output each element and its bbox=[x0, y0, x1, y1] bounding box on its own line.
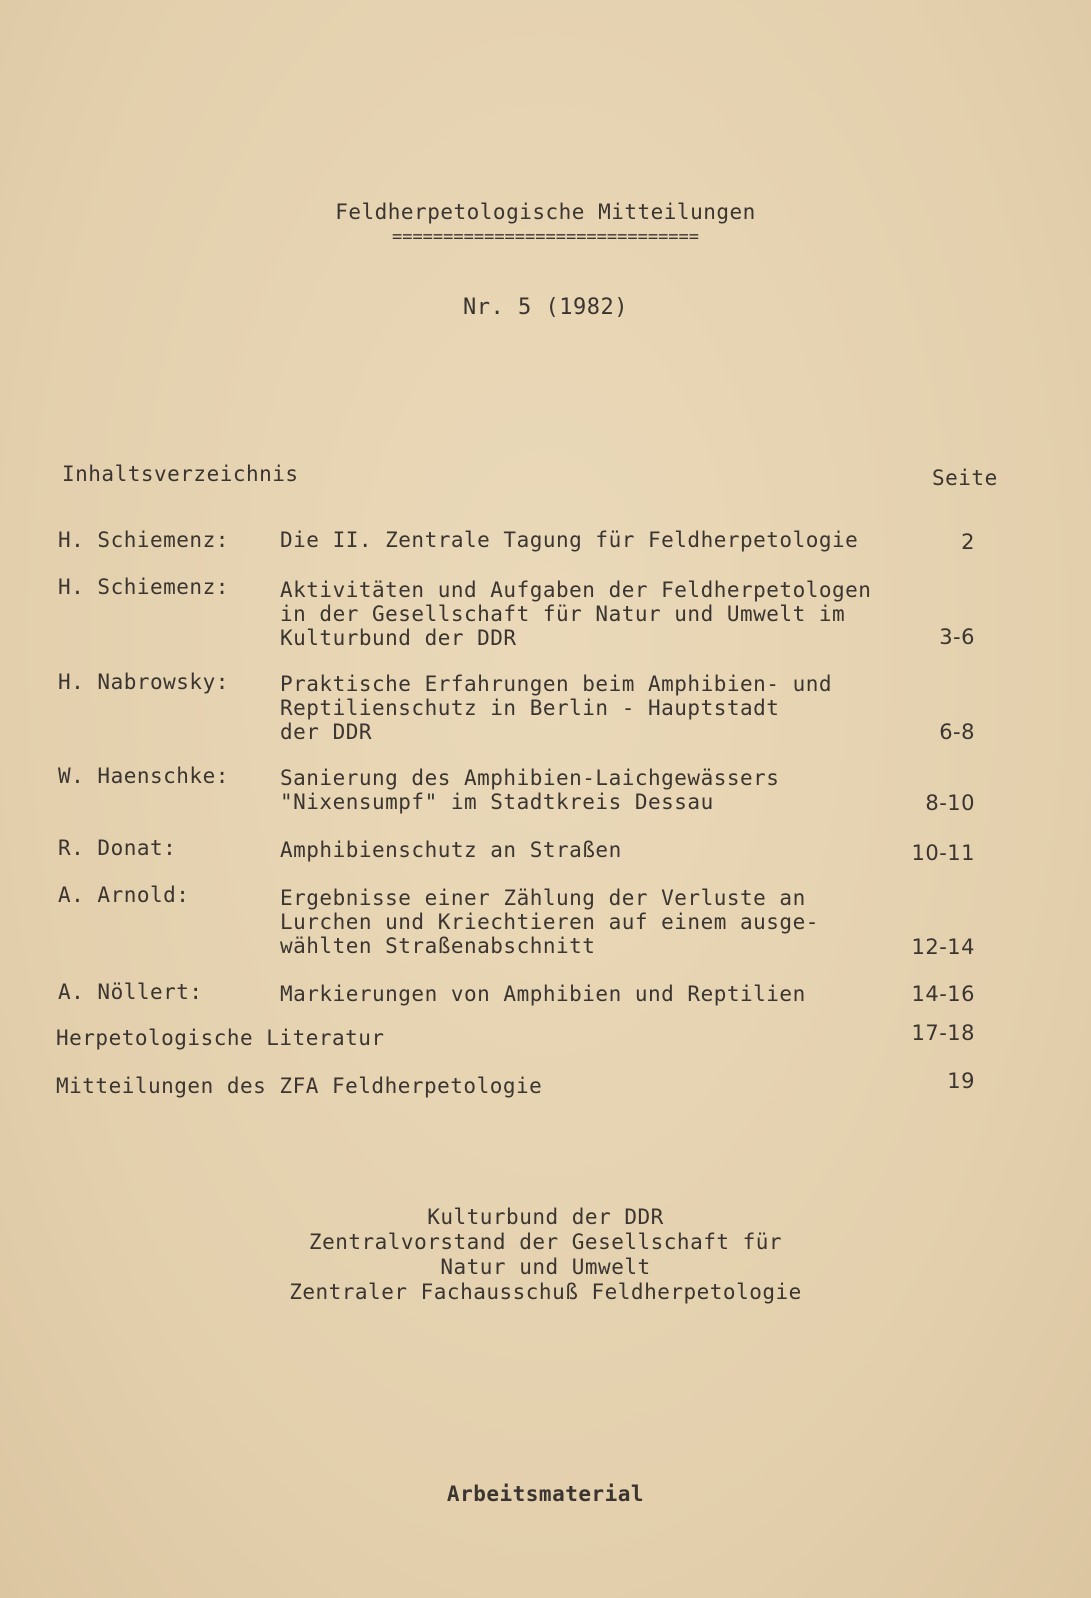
footer-label: Arbeitsmaterial bbox=[446, 1482, 645, 1506]
entry-title: Ergebnisse einer Zählung der Verluste an Lurchen und Kriechtieren auf einem ausge- wählten Straßenabschnitt bbox=[280, 886, 819, 958]
extra-pages: 19 bbox=[947, 1069, 975, 1093]
entry-pages: 8-10 bbox=[925, 791, 975, 815]
entry-pages: 3-6 bbox=[939, 625, 975, 649]
title-underline: ============================== bbox=[391, 227, 700, 247]
entry-title: Die II. Zentrale Tagung für Feldherpetologie bbox=[280, 528, 859, 552]
entry-pages: 2 bbox=[961, 530, 975, 554]
entry-pages: 6-8 bbox=[939, 720, 975, 744]
extra-title: Herpetologische Literatur bbox=[56, 1026, 385, 1050]
extra-title: Mitteilungen des ZFA Feldherpetologie bbox=[56, 1074, 543, 1098]
toc-heading: Inhaltsverzeichnis bbox=[62, 462, 299, 486]
journal-title: Feldherpetologische Mitteilungen bbox=[335, 200, 756, 224]
entry-title: Markierungen von Amphibien und Reptilien bbox=[280, 982, 806, 1006]
entry-author: W. Haenschke: bbox=[58, 764, 229, 788]
publisher-block: Kulturbund der DDR Zentralvorstand der Gesellschaft für Natur und Umwelt Zentraler Fachausschuß Feldherpetologie bbox=[289, 1205, 802, 1304]
entry-title: Aktivitäten und Aufgaben der Feldherpetologen in der Gesellschaft für Natur und Umwelt im Kulturbund der DDR bbox=[280, 578, 872, 650]
entry-author: A. Arnold: bbox=[58, 883, 190, 907]
entry-pages: 10-11 bbox=[911, 841, 975, 865]
entry-pages: 12-14 bbox=[911, 935, 975, 959]
entry-title: Sanierung des Amphibien-Laichgewässers "Nixensumpf" im Stadtkreis Dessau bbox=[280, 766, 780, 814]
entry-title: Praktische Erfahrungen beim Amphibien- und Reptilienschutz in Berlin - Hauptstadt der DDR bbox=[280, 672, 833, 744]
entry-author: H. Schiemenz: bbox=[58, 528, 229, 552]
entry-title: Amphibienschutz an Straßen bbox=[280, 838, 622, 862]
entry-author: A. Nöllert: bbox=[58, 980, 203, 1004]
entry-author: R. Donat: bbox=[58, 836, 177, 860]
entry-pages: 14-16 bbox=[911, 982, 975, 1006]
issue-number: Nr. 5 (1982) bbox=[463, 295, 628, 320]
page-column-heading: Seite bbox=[932, 466, 998, 490]
entry-author: H. Nabrowsky: bbox=[58, 670, 229, 694]
entry-author: H. Schiemenz: bbox=[58, 575, 229, 599]
extra-pages: 17-18 bbox=[911, 1021, 975, 1045]
